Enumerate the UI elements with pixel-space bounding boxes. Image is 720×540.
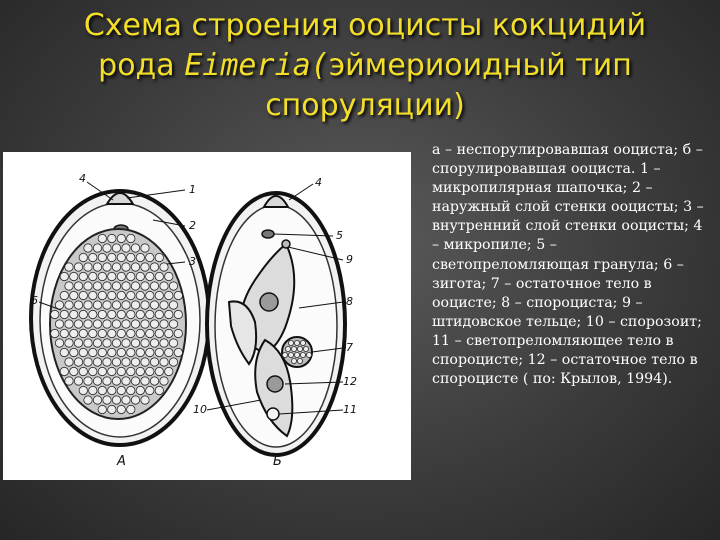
granule — [70, 310, 78, 318]
granule — [294, 352, 299, 357]
granule — [127, 329, 135, 337]
label-5-right: 5 — [336, 229, 343, 242]
oocyst-diagram-svg — [3, 152, 411, 480]
granule — [141, 320, 149, 328]
granule — [117, 405, 125, 413]
title-line-1: Схема строения ооцисты кокцидий — [83, 8, 647, 43]
granule — [103, 358, 111, 366]
granule — [51, 310, 59, 318]
label-7-right: 7 — [346, 341, 353, 354]
granule — [127, 405, 135, 413]
granule — [84, 263, 92, 271]
granule — [150, 339, 158, 347]
granule — [127, 272, 135, 280]
granule — [65, 301, 73, 309]
granule — [122, 396, 130, 404]
granule — [84, 396, 92, 404]
granule — [108, 234, 116, 242]
granule — [103, 396, 111, 404]
label-2-left: 2 — [189, 219, 196, 232]
granule — [65, 320, 73, 328]
granule — [98, 329, 106, 337]
granule — [84, 282, 92, 290]
granule — [79, 310, 87, 318]
granule — [93, 339, 101, 347]
granule — [160, 377, 168, 385]
granule — [112, 301, 120, 309]
granule — [288, 352, 293, 357]
title-suffix: эймериоидный тип — [328, 48, 632, 83]
granule — [127, 367, 135, 375]
granule — [300, 340, 305, 345]
granule — [89, 329, 97, 337]
granule — [108, 253, 116, 261]
title-line-2 — [40, 46, 690, 86]
granule — [155, 367, 163, 375]
granule — [65, 358, 73, 366]
granule — [103, 301, 111, 309]
granule — [93, 396, 101, 404]
granule — [131, 320, 139, 328]
granule — [84, 358, 92, 366]
granule — [70, 291, 78, 299]
label-6-left: 6 — [31, 294, 38, 307]
leader-line — [289, 184, 313, 200]
figure-caption: а – неспорулировавшая ооциста; б – спорулировавшая ооциста. 1 – микропилярная шапочка; 2 – наружный слой стенки ооцисты; 3 – внутренний слой стенки ооцисты; 4 – микропиле; 5 – светопреломляющая гранула; 6 – зигота; 7 – остаточное тело в ооцисте; 8 – спороциста; 9 – штидовское тельце; 10 – спорозоит; 11 – светопреломляющее тело в спороцисте; 12 – остаточное тело в спороцисте ( по: Крылов, 1994). — [432, 142, 704, 388]
granule — [300, 352, 305, 357]
granule — [79, 272, 87, 280]
granule — [103, 244, 111, 252]
granule — [297, 358, 302, 363]
granule — [89, 291, 97, 299]
granule — [136, 291, 144, 299]
granule — [103, 377, 111, 385]
granule — [165, 348, 173, 356]
granule — [108, 329, 116, 337]
oocyst-b — [207, 193, 345, 455]
label-11-right: 11 — [343, 403, 357, 416]
granule — [131, 339, 139, 347]
granule — [98, 272, 106, 280]
granule — [169, 320, 177, 328]
oocyst-diagram — [3, 152, 411, 480]
granule — [146, 272, 154, 280]
granule — [141, 244, 149, 252]
granule — [136, 348, 144, 356]
granule — [70, 272, 78, 280]
granule — [103, 320, 111, 328]
granule — [93, 320, 101, 328]
granule — [136, 310, 144, 318]
granule — [84, 320, 92, 328]
granule — [112, 282, 120, 290]
granule — [65, 282, 73, 290]
granule — [55, 320, 63, 328]
granule — [98, 367, 106, 375]
granule — [146, 253, 154, 261]
granule — [165, 329, 173, 337]
granule — [89, 348, 97, 356]
granule — [55, 339, 63, 347]
granule — [79, 386, 87, 394]
granule — [51, 329, 59, 337]
granule — [98, 348, 106, 356]
granule — [117, 272, 125, 280]
granule — [74, 377, 82, 385]
granule — [117, 253, 125, 261]
granule — [150, 320, 158, 328]
granule — [169, 358, 177, 366]
granule — [112, 320, 120, 328]
label-b: Б — [273, 454, 282, 469]
granule — [131, 244, 139, 252]
granule — [60, 310, 68, 318]
title-genus: Eimeria( — [184, 48, 329, 83]
granule — [60, 291, 68, 299]
granule — [112, 339, 120, 347]
granule — [141, 358, 149, 366]
granule — [285, 346, 290, 351]
granule — [103, 263, 111, 271]
granule — [136, 367, 144, 375]
granule — [122, 244, 130, 252]
granule — [136, 272, 144, 280]
granule — [93, 358, 101, 366]
granule — [155, 291, 163, 299]
granule — [112, 377, 120, 385]
label-9-right: 9 — [346, 253, 353, 266]
granule — [294, 340, 299, 345]
granule — [155, 329, 163, 337]
granule — [122, 358, 130, 366]
granule — [165, 272, 173, 280]
granule — [65, 263, 73, 271]
granule — [117, 291, 125, 299]
granule — [141, 377, 149, 385]
granule — [155, 253, 163, 261]
granule — [117, 234, 125, 242]
granule — [108, 291, 116, 299]
granule — [89, 310, 97, 318]
granule — [112, 244, 120, 252]
granule — [127, 386, 135, 394]
granule — [146, 329, 154, 337]
granule — [89, 386, 97, 394]
granule — [93, 244, 101, 252]
granule — [150, 377, 158, 385]
granule — [60, 272, 68, 280]
granule — [122, 263, 130, 271]
granule — [141, 396, 149, 404]
granule — [127, 348, 135, 356]
granule — [89, 367, 97, 375]
granule — [155, 386, 163, 394]
granule — [74, 263, 82, 271]
granule — [169, 339, 177, 347]
title-prefix: рода — [98, 48, 185, 83]
granule — [117, 386, 125, 394]
label-12-right: 12 — [343, 375, 357, 388]
granule — [103, 339, 111, 347]
granule — [174, 310, 182, 318]
granule — [169, 282, 177, 290]
granule — [122, 282, 130, 290]
sporocyst-residual-body-lower — [267, 376, 283, 392]
granule — [146, 291, 154, 299]
granule — [79, 253, 87, 261]
granule — [117, 367, 125, 375]
granule — [108, 405, 116, 413]
granule — [131, 282, 139, 290]
granule — [150, 263, 158, 271]
granule — [108, 348, 116, 356]
granule — [160, 358, 168, 366]
granule — [89, 253, 97, 261]
granule — [93, 301, 101, 309]
granule — [174, 291, 182, 299]
oocyst-a — [31, 191, 209, 445]
granule — [60, 367, 68, 375]
granule — [306, 352, 311, 357]
granule — [160, 301, 168, 309]
granule — [122, 301, 130, 309]
granule — [174, 329, 182, 337]
granule — [297, 346, 302, 351]
granule — [141, 339, 149, 347]
granule — [169, 301, 177, 309]
granule — [291, 358, 296, 363]
label-1-left: 1 — [189, 183, 196, 196]
granule — [291, 346, 296, 351]
granule — [303, 346, 308, 351]
granule — [150, 358, 158, 366]
granule — [136, 386, 144, 394]
granule — [65, 339, 73, 347]
granule — [98, 253, 106, 261]
granule — [146, 367, 154, 375]
granule — [108, 367, 116, 375]
granule — [131, 358, 139, 366]
granule — [127, 234, 135, 242]
label-3-left: 3 — [189, 255, 196, 268]
granule — [74, 282, 82, 290]
granule — [98, 234, 106, 242]
granule — [98, 291, 106, 299]
granule — [93, 263, 101, 271]
granule — [131, 396, 139, 404]
granule — [108, 310, 116, 318]
granule — [122, 320, 130, 328]
granule — [79, 291, 87, 299]
granule — [108, 272, 116, 280]
refractile-body-in-sporocyst — [267, 408, 279, 420]
granule — [150, 301, 158, 309]
granule — [141, 282, 149, 290]
granule — [160, 263, 168, 271]
granule — [160, 339, 168, 347]
granule — [117, 329, 125, 337]
granule — [136, 253, 144, 261]
granule — [65, 377, 73, 385]
granule — [60, 348, 68, 356]
granule — [74, 339, 82, 347]
granule — [155, 348, 163, 356]
granule — [165, 310, 173, 318]
granule — [122, 377, 130, 385]
granule — [131, 263, 139, 271]
granule — [141, 263, 149, 271]
granule — [127, 310, 135, 318]
granule — [74, 320, 82, 328]
label-10-right: 10 — [193, 403, 207, 416]
granule — [127, 291, 135, 299]
label-4-left: 4 — [79, 172, 86, 185]
granule — [89, 272, 97, 280]
granule — [117, 348, 125, 356]
label-4-right: 4 — [315, 176, 322, 189]
granule — [84, 339, 92, 347]
granule — [150, 282, 158, 290]
granule — [127, 253, 135, 261]
granule — [79, 329, 87, 337]
granule — [98, 310, 106, 318]
granule — [79, 348, 87, 356]
granule — [282, 352, 287, 357]
granule — [93, 377, 101, 385]
granule — [165, 367, 173, 375]
title-line-3: споруляции) — [265, 88, 465, 123]
granule — [93, 282, 101, 290]
granule — [146, 386, 154, 394]
slide-title — [40, 6, 690, 126]
granule — [146, 348, 154, 356]
granule — [174, 348, 182, 356]
granule — [141, 301, 149, 309]
granule — [160, 320, 168, 328]
granule — [108, 386, 116, 394]
granule — [60, 329, 68, 337]
sporocyst-residual-body-upper — [260, 293, 278, 311]
granule — [79, 367, 87, 375]
granule — [74, 358, 82, 366]
label-a: А — [117, 454, 126, 469]
granule — [84, 244, 92, 252]
granule — [146, 310, 154, 318]
granule — [131, 301, 139, 309]
granule — [155, 272, 163, 280]
granule — [117, 310, 125, 318]
granule — [122, 339, 130, 347]
granule — [103, 282, 111, 290]
granule — [84, 377, 92, 385]
granule — [112, 396, 120, 404]
granule — [155, 310, 163, 318]
granule — [70, 348, 78, 356]
granule — [160, 282, 168, 290]
granule — [70, 367, 78, 375]
oocyst-b-refractile-granule — [262, 230, 274, 238]
granule — [84, 301, 92, 309]
granule — [136, 329, 144, 337]
granule — [165, 291, 173, 299]
granule — [98, 405, 106, 413]
label-8-right: 8 — [346, 295, 353, 308]
granule — [74, 301, 82, 309]
granule — [112, 263, 120, 271]
granule — [131, 377, 139, 385]
granule — [70, 329, 78, 337]
granule — [112, 358, 120, 366]
granule — [98, 386, 106, 394]
granule — [288, 340, 293, 345]
